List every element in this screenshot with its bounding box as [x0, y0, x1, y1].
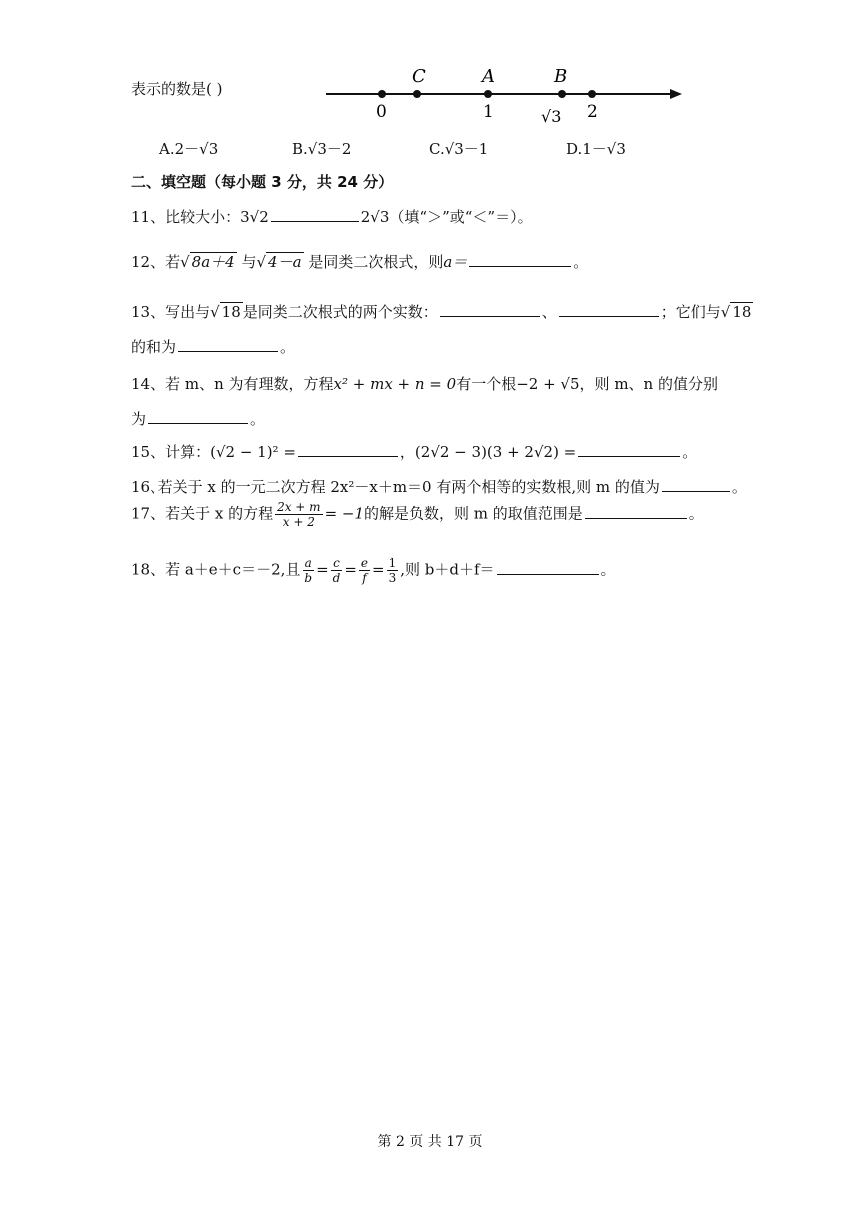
q15: 15、计算：(√2 − 1)² = ，(2√2 − 3)(3 + 2√2) = 。	[131, 440, 697, 462]
page-footer: 第 2 页 共 17 页	[377, 1134, 483, 1150]
point-a	[484, 90, 492, 98]
q10-stem-tail: 表示的数是( )	[131, 80, 223, 98]
tick-0: 0	[376, 102, 387, 122]
point-0	[378, 90, 386, 98]
q11-right: 2√3	[360, 208, 390, 226]
tick-2: 2	[587, 102, 598, 122]
q11-left: 3√2	[240, 208, 269, 226]
tick-sqrt3: √3	[541, 107, 562, 126]
q17: 17、若关于 x 的方程 $\frac{2x + m}{x + 2}$ = −1的解是负数，则 m 的取值范围是 。	[131, 500, 704, 529]
q16: 16､若关于 x 的一元二次方程 2x²－x＋m＝0 有两个相等的实数根,则 m 的值为 。	[131, 475, 747, 497]
q12-blank[interactable]	[469, 250, 571, 267]
q11-blank[interactable]	[271, 205, 359, 222]
q18: 18、若 a＋e＋c＝－2,且 $\frac{a}{b}$ = $\frac{c}{d}$ = $\frac{e}{f}$ = $\frac{1}{3}$ ,则 b＋d＋f＝ 。	[131, 556, 616, 585]
option-d: D.1－√3	[566, 140, 626, 158]
q13-line2: 的和为 。	[131, 335, 295, 357]
number-line-arrow	[670, 89, 682, 99]
option-c: C.√3－1	[429, 140, 489, 158]
option-a: A.2－√3	[159, 140, 219, 158]
q15-blank-1[interactable]	[298, 440, 398, 457]
q16-blank[interactable]	[662, 475, 730, 492]
q18-blank[interactable]	[497, 558, 599, 575]
number-line-figure	[320, 60, 690, 130]
q12: 12、若√ 8a＋4 与√ 4－a 是同类二次根式，则a＝ 。	[131, 250, 588, 272]
tick-1: 1	[483, 102, 494, 122]
q14-line2: 为 。	[131, 407, 265, 429]
q14-blank[interactable]	[148, 407, 248, 424]
point-c	[413, 90, 421, 98]
section-heading: 二、填空题（每小题 3 分，共 24 分）	[131, 173, 394, 191]
q14-line1: 14、若 m、n 为有理数，方程x² + mx + n = 0有一个根−2 + √5，则 m、n 的值分别	[131, 375, 718, 393]
q13-blank-1[interactable]	[440, 300, 540, 317]
label-c: C	[412, 66, 426, 87]
q13-blank-2[interactable]	[559, 300, 659, 317]
label-b: B	[554, 66, 568, 87]
point-2	[588, 90, 596, 98]
q15-blank-2[interactable]	[578, 440, 680, 457]
option-b: B.√3－2	[292, 140, 352, 158]
q11: 11、比较大小：3√2 2√3（填“＞”或“＜”＝）。	[131, 205, 533, 227]
q17-blank[interactable]	[585, 502, 687, 519]
label-a: A	[482, 66, 495, 87]
q13-line1: 13、写出与√ 18 是同类二次根式的两个实数： 、 ；它们与√ 18	[131, 300, 753, 322]
point-b	[558, 90, 566, 98]
q13-blank-3[interactable]	[178, 335, 278, 352]
